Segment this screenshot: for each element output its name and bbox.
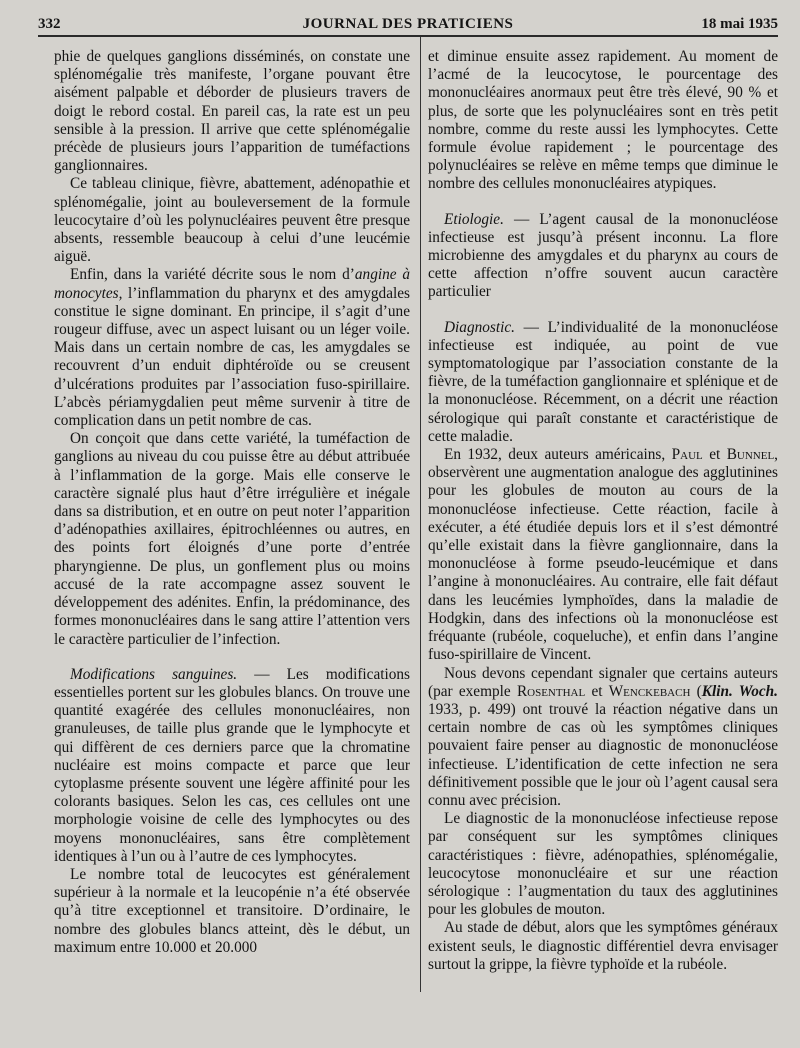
section-heading: Diagnostic. <box>444 318 515 336</box>
paragraph: Le diagnostic de la mononucléose infectieuse repose par conséquent sur les symptômes cliniques caractéristiques : fièvre, adénopathies, splénomégalie, leucocytose mononucléaire et sur une réaction sérologique : l’augmentation du taux des agglutinines pour les globules de mouton. <box>428 810 778 919</box>
author-name: Wenckebach <box>608 682 691 700</box>
paragraph: On conçoit que dans cette variété, la tuméfaction de ganglions au niveau du cou puisse être au début attribuée à l’inflammation de la gorge. Mais elle conserve le caractère signalé plus haut d’être irrégulière et inégale dans sa distribution, et en outre on peut noter l’apparition d’adénopathies axillaires, épitrochléennes ou autres, en des points fort éloignés d’une porte d’entrée pharyngienne. De plus, un gonflement plus ou moins accusé de la rate accompagne assez souvent le développement des adénites. Enfin, la prédominance, des formes mononucléaires dans le sang attire l’attention vers le caractère particulier de l’infection. <box>54 430 410 648</box>
page-number: 332 <box>38 16 61 32</box>
section-diagnostic <box>428 319 778 446</box>
text-run: En 1932, deux auteurs américains, <box>444 446 672 464</box>
left-column <box>54 48 410 957</box>
section-modifications-sanguines <box>54 666 410 866</box>
column-divider <box>420 37 421 992</box>
author-name: Bunnel <box>726 446 775 464</box>
author-name: Rosenthal <box>516 682 586 700</box>
text-run: Nous devons cependant signaler que certains auteurs (par exemple <box>428 664 778 700</box>
right-column <box>428 48 778 974</box>
text-run: ( <box>690 682 702 700</box>
text-run: Enfin, dans la variété décrite sous le nom d’ <box>70 266 355 284</box>
paragraph: Au stade de début, alors que les symptômes généraux existent seuls, le diagnostic différentiel devra envisager surtout la grippe, la fièvre typhoïde et la rubéole. <box>428 919 778 973</box>
text-run: — L’individualité de la mononucléose infectieuse est indiquée, au point de vue symptomatologique par l’association constante de la fièvre, de la tuméfaction ganglionnaire et splénique et de la mononucléose. Récemment, on a décrit une réaction sérologique qui paraît constante et caractéristique de cette maladie. <box>428 318 778 445</box>
paragraph <box>54 266 410 430</box>
journal-reference: Klin. Woch. <box>701 682 778 700</box>
text-run: l’inflammation du pharynx et des amygdales constitue le signe dominant. En principe, il s’agit d’une rougeur diffuse, avec un aspect luisant ou un léger voile. Mais dans un certain nombre de cas, les amygdales se recouvrent d’un enduit diphtéroïde ou se creusent d’ulcérations produites par l’association fuso-spirillaire. L’abcès périamygdalien peut même survenir à titre de complication dans un petit nombre de cas. <box>54 284 410 430</box>
section-heading: Etiologie. <box>444 210 504 228</box>
paragraph: phie de quelques ganglions disséminés, on constate une splénomégalie très manifeste, l’organe pouvant être aisément palpable et déborder de plusieurs travers de doigt le rebord costal. En pareil cas, la rate est un peu sensible à la pression. Il arrive que cette splénomégalie précède de plusieurs jours l’apparition de tuméfactions ganglionnaires. <box>54 48 410 175</box>
paragraph <box>428 446 778 664</box>
section-heading: Modifications sanguines. <box>70 665 238 683</box>
text-run: , observèrent une augmentation analogue des agglutinines pour les globules de mouton au cours de la mononucléose infectieuse. Cette réaction, facile à exécuter, a été étudiée depuis lors et il s’est démontré qu’elle existait dans la fièvre ganglionnaire, dans la mononucléose à forme pseudo-leucémique et dans l’angine à mononucléaires. Au contraire, elle fait défaut dans les leucémies lymphoïdes, dans la maladie de Hodgkin, dans des infections où la mononucléose est fréquante (rubéole, coqueluche), et enfin dans l’angine fuso-spirillaire de Vincent. <box>428 446 778 664</box>
paragraph: Ce tableau clinique, fièvre, abattement, adénopathie et splénomégalie, joint au bouleversement de la formule leucocytaire d’où les polynucléaires peuvent être presque absents, ressemble beaucoup à celui d’une leucémie aiguë. <box>54 175 410 266</box>
paragraph: Le nombre total de leucocytes est généralement supérieur à la normale et la leucopénie n’a été observée qu’à titre exceptionnel et transitoire. D’ordinaire, le nombre des globules blancs atteint, dès le début, un maximum entre 10.000 et 20.000 <box>54 865 410 956</box>
paragraph: et diminue ensuite assez rapidement. Au moment de l’acmé de la leucocytose, le pourcentage des mononucléaires anormaux peut être très élevé, 90 % et plus, de sorte que les polynucléaires sont en très petit nombre, comme du reste aussi les lymphocytes. Cette formule évolue rapidement ; le pourcentage des polynucléaires se relève en même temps que diminue le nombre des cellules mononucléaires atypiques. <box>428 48 778 193</box>
journal-title: JOURNAL DES PRATICIENS <box>302 16 514 32</box>
text-run: — L’agent causal de la mononucléose infectieuse est jusqu’à présent inconnu. La flore microbienne des amygdales et du pharynx au cours de cette affection n’offre souvent aucun caractère particulier <box>428 210 778 301</box>
term-angine-a-monocytes: angine à monocytes, <box>54 266 410 302</box>
text-run: et <box>702 446 727 464</box>
author-name: Paul <box>671 446 703 464</box>
section-etiologie <box>428 211 778 302</box>
page-header <box>38 14 778 36</box>
paragraph <box>428 665 778 811</box>
text-run: — Les modifications essentielles portent sur les globules blancs. On trouve une quantité exagérée des cellules mononucléaires, non granuleuses, de taille plus grande que le lymphocyte et qui diffèrent de ces derniers parce que la chromatine nucléaire est moins compacte et parce que leur cytoplasme présente souvent une légère affinité pour les colorants basiques. Selon les cas, ces cellules ont une morphologie voisine de celle des lymphocytes ou des moyens mononucléaires, sans être complètement identiques à l’un ou à l’autre de ces lymphocytes. <box>54 665 410 865</box>
issue-date: 18 mai 1935 <box>701 16 778 32</box>
text-run: et <box>585 682 609 700</box>
text-run: 1933, p. 499) ont trouvé la réaction négative dans un certain nombre de cas où les symptômes cliniques pouvaient faire penser au diagnostic de mononucléose infectieuse. L’identification de cette infection ne sera définitivement possible que le jour où l’agent causal sera connu avec précision. <box>428 700 778 809</box>
header-rule <box>38 35 778 37</box>
